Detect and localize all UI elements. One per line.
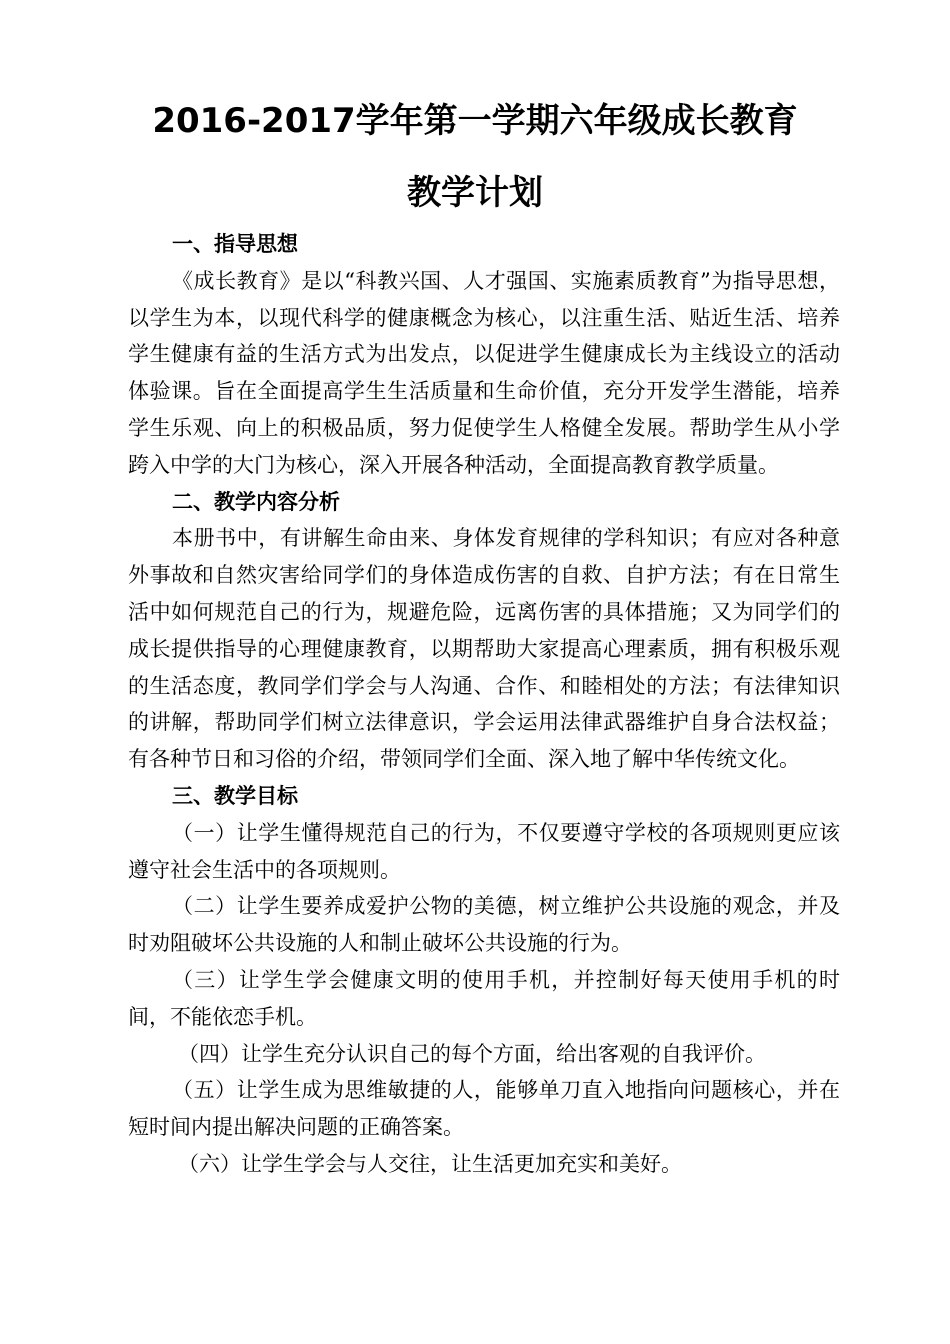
teaching-goal-item: （三）让学生学会健康文明的使用手机，并控制好每天使用手机的时间，不能依恋手机。 (128, 967, 840, 1029)
teaching-goal-item: （一）让学生懂得规范自己的行为，不仅要遵守学校的各项规则更应该遵守社会生活中的各项规则。 (128, 820, 840, 882)
document-body (128, 226, 840, 1183)
section-heading-content-analysis: 二、教学内容分析 (172, 489, 340, 514)
teaching-goal-item: （六）让学生学会与人交往，让生活更加充实和美好。 (178, 1151, 682, 1176)
document-title-line-1: 2016-2017学年第一学期六年级成长教育 (152, 101, 798, 141)
teaching-goal-item: （四）让学生充分认识自己的每个方面，给出客观的自我评价。 (178, 1041, 766, 1066)
section-paragraph-content-analysis: 本册书中，有讲解生命由来、身体发育规律的学科知识；有应对各种意外事故和自然灾害给同学们的身体造成伤害的自救、自护方法；有在日常生活中如何规范自己的行为，规避危险，远离伤害的具体措施；又为同学们的成长提供指导的心理健康教育，以期帮助大家提高心理素质，拥有积极乐观的生活态度，教同学们学会与人沟通、合作、和睦相处的方法；有法律知识的讲解，帮助同学们树立法律意识，学会运用法律武器维护自身合法权益；有各种节日和习俗的介绍，带领同学们全面、深入地了解中华传统文化。 (128, 526, 840, 772)
section-heading-teaching-goals: 三、教学目标 (172, 783, 298, 808)
teaching-goal-item: （五）让学生成为思维敏捷的人，能够单刀直入地指向问题核心，并在短时间内提出解决问题的正确答案。 (128, 1078, 840, 1140)
teaching-goal-item: （二）让学生要养成爱护公物的美德，树立维护公共设施的观念，并及时劝阻破坏公共设施的人和制止破坏公共设施的行为。 (128, 894, 840, 956)
section-paragraph-guiding-ideology: 《成长教育》是以“科教兴国、人才强国、实施素质教育”为指导思想，以学生为本，以现代科学的健康概念为核心，以注重生活、贴近生活、培养学生健康有益的生活方式为出发点，以促进学生健康成长为主线设立的活动体验课。旨在全面提高学生生活质量和生命价值，充分开发学生潜能，培养学生乐观、向上的积极品质，努力促使学生人格健全发展。帮助学生从小学跨入中学的大门为核心，深入开展各种活动，全面提高教育教学质量。 (128, 268, 840, 477)
document-title-line-2: 教学计划 (407, 173, 543, 213)
section-heading-guiding-ideology: 一、指导思想 (172, 232, 298, 256)
